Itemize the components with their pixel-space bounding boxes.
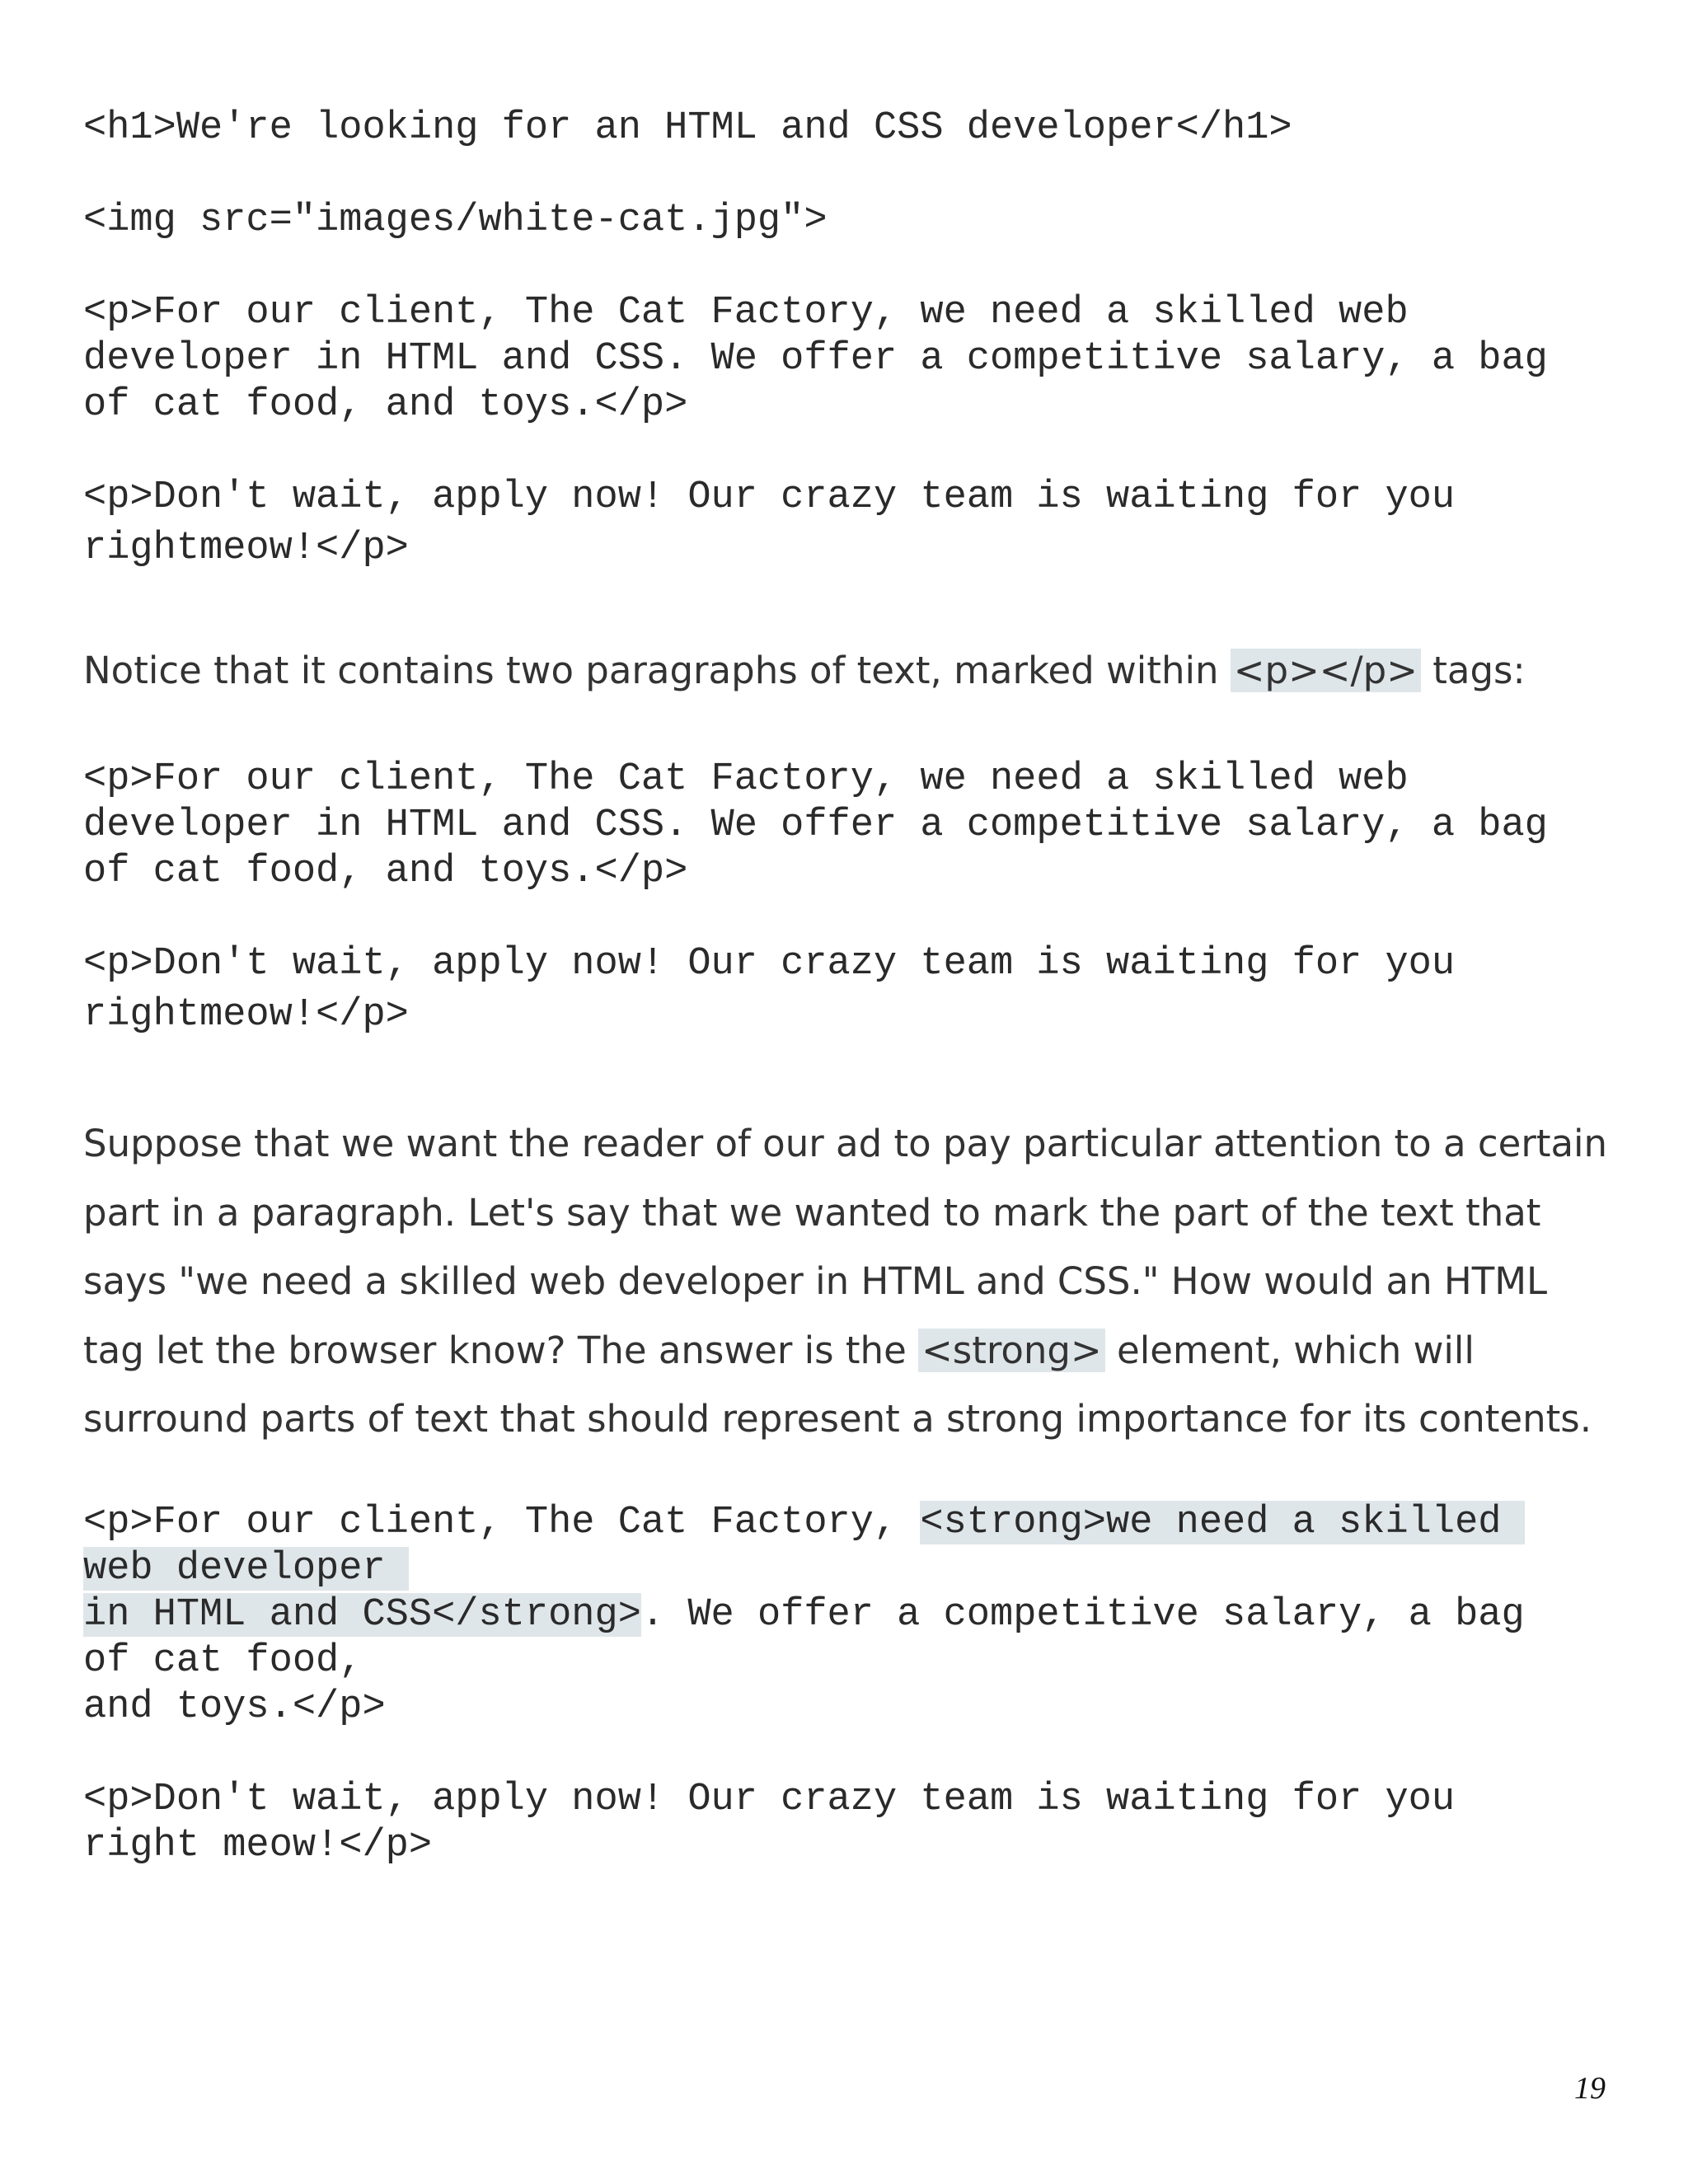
code-line: and toys.</p> [83, 1685, 386, 1729]
code-line: of cat food, and toys.</p> [83, 383, 688, 427]
inline-code: <strong> [918, 1329, 1105, 1372]
code-line [83, 1592, 1525, 1638]
code-line [83, 1500, 1525, 1546]
code-line: of cat food, and toys.</p> [83, 850, 688, 893]
code-text: . We offer a competitive salary, a bag [640, 1593, 1525, 1637]
code-line: <p>For our client, The Cat Factory, we need a skilled web [83, 757, 1409, 801]
code-text: <p>For our client, The Cat Factory, [83, 1501, 921, 1544]
highlighted-code: <strong>we need a skilled [920, 1501, 1525, 1544]
inline-code: <p></p> [1231, 649, 1421, 692]
paragraph-text: tags: [1420, 649, 1526, 692]
code-line [83, 1546, 409, 1592]
body-paragraph [83, 1109, 1616, 1454]
paragraph-text: element, which will surround parts of text that should represent a strong importance for its contents. [83, 1328, 1592, 1441]
paragraph-text: Notice that it contains two paragraphs of text, marked within [83, 649, 1231, 692]
code-line: rightmeow!</p> [83, 993, 409, 1037]
code-line: right meow!</p> [83, 1824, 433, 1868]
code-line: <p>Don't wait, apply now! Our crazy team is waiting for you [83, 942, 1456, 986]
code-line: <img src="images/white-cat.jpg"> [83, 199, 828, 242]
highlighted-code: in HTML and CSS</strong> [83, 1593, 641, 1637]
page-number: 19 [1574, 2071, 1606, 2106]
code-line: <p>For our client, The Cat Factory, we need a skilled web [83, 291, 1409, 335]
code-line: developer in HTML and CSS. We offer a competitive salary, a bag [83, 804, 1548, 847]
code-line: <p>Don't wait, apply now! Our crazy team is waiting for you [83, 1778, 1456, 1821]
code-line: <p>Don't wait, apply now! Our crazy team is waiting for you [83, 476, 1456, 519]
code-line: of cat food, [83, 1639, 363, 1683]
paragraph-text: Suppose that we want the reader of our ad to pay particular attention to a certain part in a paragraph. Let's say that we wanted to mark the part of the text that says "we need a skilled web developer in HTML and CSS." How would an HTML tag let the browser know? The answer is the [83, 1122, 1608, 1372]
body-paragraph [83, 643, 1616, 699]
highlighted-code: web developer [83, 1547, 409, 1591]
code-line: <h1>We're looking for an HTML and CSS developer</h1> [83, 106, 1292, 150]
code-line: developer in HTML and CSS. We offer a competitive salary, a bag [83, 337, 1548, 381]
code-line: rightmeow!</p> [83, 527, 409, 570]
